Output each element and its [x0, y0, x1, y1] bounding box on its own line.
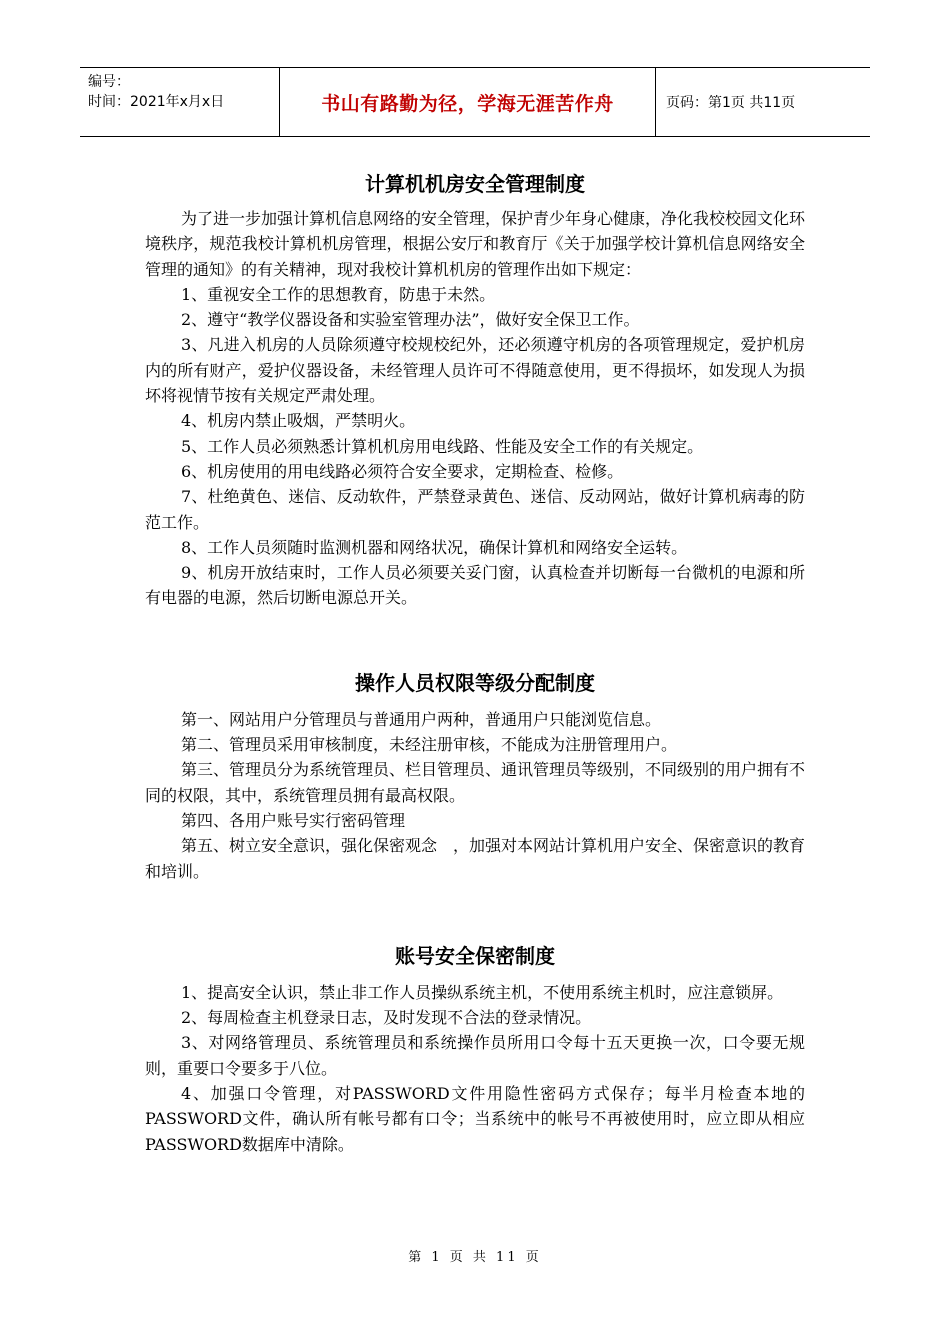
document-number-label: 编号：	[88, 74, 130, 90]
header-meta	[80, 68, 280, 136]
section-1-paragraph: 为了进一步加强计算机信息网络的安全管理，保护青少年身心健康，净化我校校园文化环境秩序，规范我校计算机机房管理，根据公安厅和教育厅《关于加强学校计算机信息网络安全管理的通知》的有关精神，现对我校计算机机房的管理作出如下规定：	[145, 209, 806, 279]
section-3-paragraph: 2、每周检查主机登录日志，及时发现不合法的登录情况。	[181, 1008, 592, 1028]
section-3-paragraph: 4、加强口令管理，对PASSWORD文件用隐性密码方式保存；每半月检查本地的PASSWORD文件，确认所有帐号都有口令；当系统中的帐号不再被使用时，应立即从相应PASSWORD数据库中清除。	[145, 1084, 805, 1154]
header-page-info: 页码：第1页 共11页	[666, 95, 796, 111]
section-1-paragraph: 3、凡进入机房的人员除须遵守校规校纪外，还必须遵守机房的各项管理规定，爱护机房内的所有财产，爱护仪器设备，未经管理人员许可不得随意使用，更不得损坏，如发现人为损坏将视情节按有关规定严肃处理。	[145, 335, 805, 406]
section-1-paragraph: 6、机房使用的用电线路必须符合安全要求，定期检查、检修。	[181, 461, 624, 481]
section-1-paragraph: 2、遵守“教学仪器设备和实验室管理办法”，做好安全保卫工作。	[181, 310, 640, 330]
page-header	[80, 67, 870, 137]
section-2-paragraph: 第一、网站用户分管理员与普通用户两种，普通用户只能浏览信息。	[181, 709, 662, 729]
section-1-paragraph: 5、工作人员必须熟悉计算机机房用电线路、性能及安全工作的有关规定。	[181, 436, 704, 456]
section-title-account-security: 账号安全保密制度	[395, 943, 555, 968]
section-2-paragraph: 第四、各用户账号实行密码管理	[181, 810, 406, 830]
section-2-paragraph: 第二、管理员采用审核制度，未经注册审核，不能成为注册管理用户。	[181, 735, 678, 755]
section-1-paragraph: 1、重视安全工作的思想教育，防患于未然。	[181, 284, 496, 304]
section-1-paragraph: 4、机房内禁止吸烟，严禁明火。	[181, 411, 416, 431]
section-1-paragraph: 7、杜绝黄色、迷信、反动软件，严禁登录黄色、迷信、反动网站，做好计算机病毒的防范工作。	[145, 487, 805, 532]
section-2-paragraph: 第三、管理员分为系统管理员、栏目管理员、通讯管理员等级别，不同级别的用户拥有不同的权限，其中，系统管理员拥有最高权限。	[145, 760, 806, 805]
document-body	[145, 168, 805, 1157]
document-time-label: 时间：2021年x月x日	[88, 94, 225, 110]
section-2-paragraph: 第五、树立安全意识，强化保密观念 ，加强对本网站计算机用户安全、保密意识的教育和培训。	[145, 836, 806, 881]
section-title-operator-permissions: 操作人员权限等级分配制度	[355, 670, 595, 695]
section-1-paragraph: 9、机房开放结束时，工作人员必须要关妥门窗，认真检查并切断每一台微机的电源和所有电器的电源，然后切断电源总开关。	[145, 563, 805, 608]
section-1-paragraph: 8、工作人员须随时监测机器和网络状况，确保计算机和网络安全运转。	[181, 537, 688, 557]
page-footer: 第 1 页 共 11 页	[408, 1250, 542, 1265]
header-motto: 书山有路勤为径，学海无涯苦作舟	[280, 68, 656, 136]
section-3-paragraph: 1、提高安全认识，禁止非工作人员操纵系统主机，不使用系统主机时，应注意锁屏。	[181, 982, 784, 1002]
section-3-paragraph: 3、对网络管理员、系统管理员和系统操作员所用口令每十五天更换一次，口令要无规则，重要口令要多于八位。	[145, 1033, 805, 1078]
section-title-computer-room-safety: 计算机机房安全管理制度	[365, 172, 585, 196]
